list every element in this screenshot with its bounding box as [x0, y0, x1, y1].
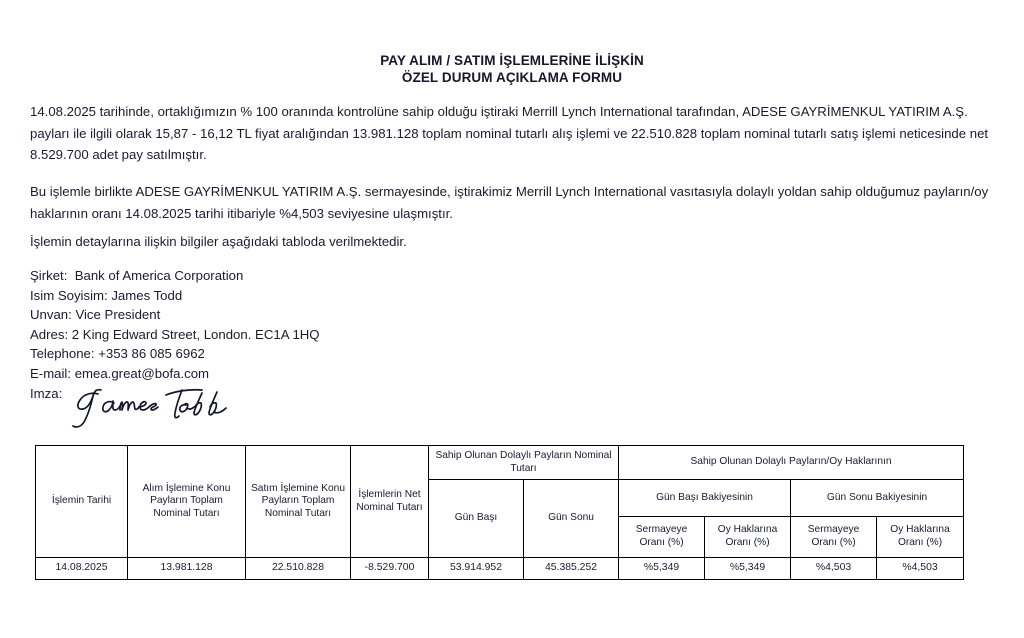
cell-day-end: 45.385.252: [524, 558, 619, 580]
signature-image: [62, 385, 282, 429]
header-voting-ratio-day-end: Oy Haklarına Oranı (%): [877, 517, 964, 558]
header-day-start: Gün Başı: [429, 480, 524, 558]
document-title-line-1: PAY ALIM / SATIM İŞLEMLERİNE İLİŞKİN: [380, 53, 644, 68]
header-indirect-nominal-group: Sahip Olunan Dolaylı Payların Nominal Tutarı: [429, 446, 619, 480]
contact-telephone: Telephone: +353 86 085 6962: [30, 346, 205, 362]
cell-day-start: 53.914.952: [429, 558, 524, 580]
header-capital-ratio-day-end: Sermayeye Oranı (%): [791, 517, 877, 558]
contact-email: E-mail: emea.great@bofa.com: [30, 365, 210, 381]
header-indirect-rights-group: Sahip Olunan Dolaylı Payların/Oy Haklarının: [619, 446, 964, 480]
paragraph-ownership-ratio: Bu işlemle birlikte ADESE GAYRİMENKUL YATIRIM A.Ş. sermayesinde, iştirakimiz Merrill Lynch International vasıtasıyla dolaylı yoldan sahip olduğumuz payların/oy haklarının oranı 14.08.2025 tarihi itibariyle %4,503 seviyesine ulaşmıştır.: [30, 184, 989, 221]
header-voting-ratio-day-start: Oy Haklarına Oranı (%): [705, 517, 791, 558]
cell-transaction-date: 14.08.2025: [36, 558, 128, 580]
cell-buy-total-nominal: 13.981.128: [128, 558, 246, 580]
cell-voting-ratio-day-end: %4,503: [877, 558, 964, 580]
paragraph-transaction-summary: 14.08.2025 tarihinde, ortaklığımızın % 100 oranında kontrolüne sahip olduğu iştiraki Merrill Lynch International tarafından, ADESE GAYRİMENKUL YATIRIM A.Ş. payları ile ilgili olarak 15,87 - 16,12 TL fiyat aralığından 13.981.128 toplam nominal tutarlı alış işlemi ve 22.510.828 toplam nominal tutarlı satış işlemi neticesinde net 8.529.700 adet pay satılmıştır.: [30, 104, 989, 162]
header-day-start-balance: Gün Başı Bakiyesinin: [619, 480, 791, 517]
cell-voting-ratio-day-start: %5,349: [705, 558, 791, 580]
header-transaction-date: İşlemin Tarihi: [36, 446, 128, 558]
contact-signature-label: Imza:: [30, 385, 63, 401]
paragraph-table-intro: İşlemin detaylarına ilişkin bilgiler aşağıdaki tabloda verilmektedir.: [30, 234, 407, 249]
contact-details: [30, 266, 550, 403]
table-header-row-1: [36, 446, 964, 480]
header-capital-ratio-day-start: Sermayeye Oranı (%): [619, 517, 705, 558]
contact-title: Unvan: Vice President: [30, 307, 161, 323]
document-title: [0, 52, 1024, 86]
contact-name: Isim Soyisim: James Todd: [30, 287, 183, 303]
header-buy-total-nominal: Alım İşlemine Konu Payların Toplam Nominal Tutarı: [128, 446, 246, 558]
contact-address: Adres: 2 King Edward Street, London. EC1A 1HQ: [30, 326, 320, 342]
cell-net-nominal: -8.529.700: [351, 558, 429, 580]
header-day-end-balance: Gün Sonu Bakiyesinin: [791, 480, 964, 517]
header-net-nominal: İşlemlerin Net Nominal Tutarı: [351, 446, 429, 558]
document-title-line-2: ÖZEL DURUM AÇIKLAMA FORMU: [401, 70, 623, 85]
table-row: [36, 558, 964, 580]
contact-company: Şirket: Bank of America Corporation: [30, 268, 244, 283]
header-day-end: Gün Sonu: [524, 480, 619, 558]
cell-capital-ratio-day-start: %5,349: [619, 558, 705, 580]
cell-sell-total-nominal: 22.510.828: [246, 558, 351, 580]
transaction-detail-table-wrapper: [35, 445, 963, 580]
cell-capital-ratio-day-end: %4,503: [791, 558, 877, 580]
header-sell-total-nominal: Satım İşlemine Konu Payların Toplam Nominal Tutarı: [246, 446, 351, 558]
transaction-detail-table: [35, 445, 964, 580]
